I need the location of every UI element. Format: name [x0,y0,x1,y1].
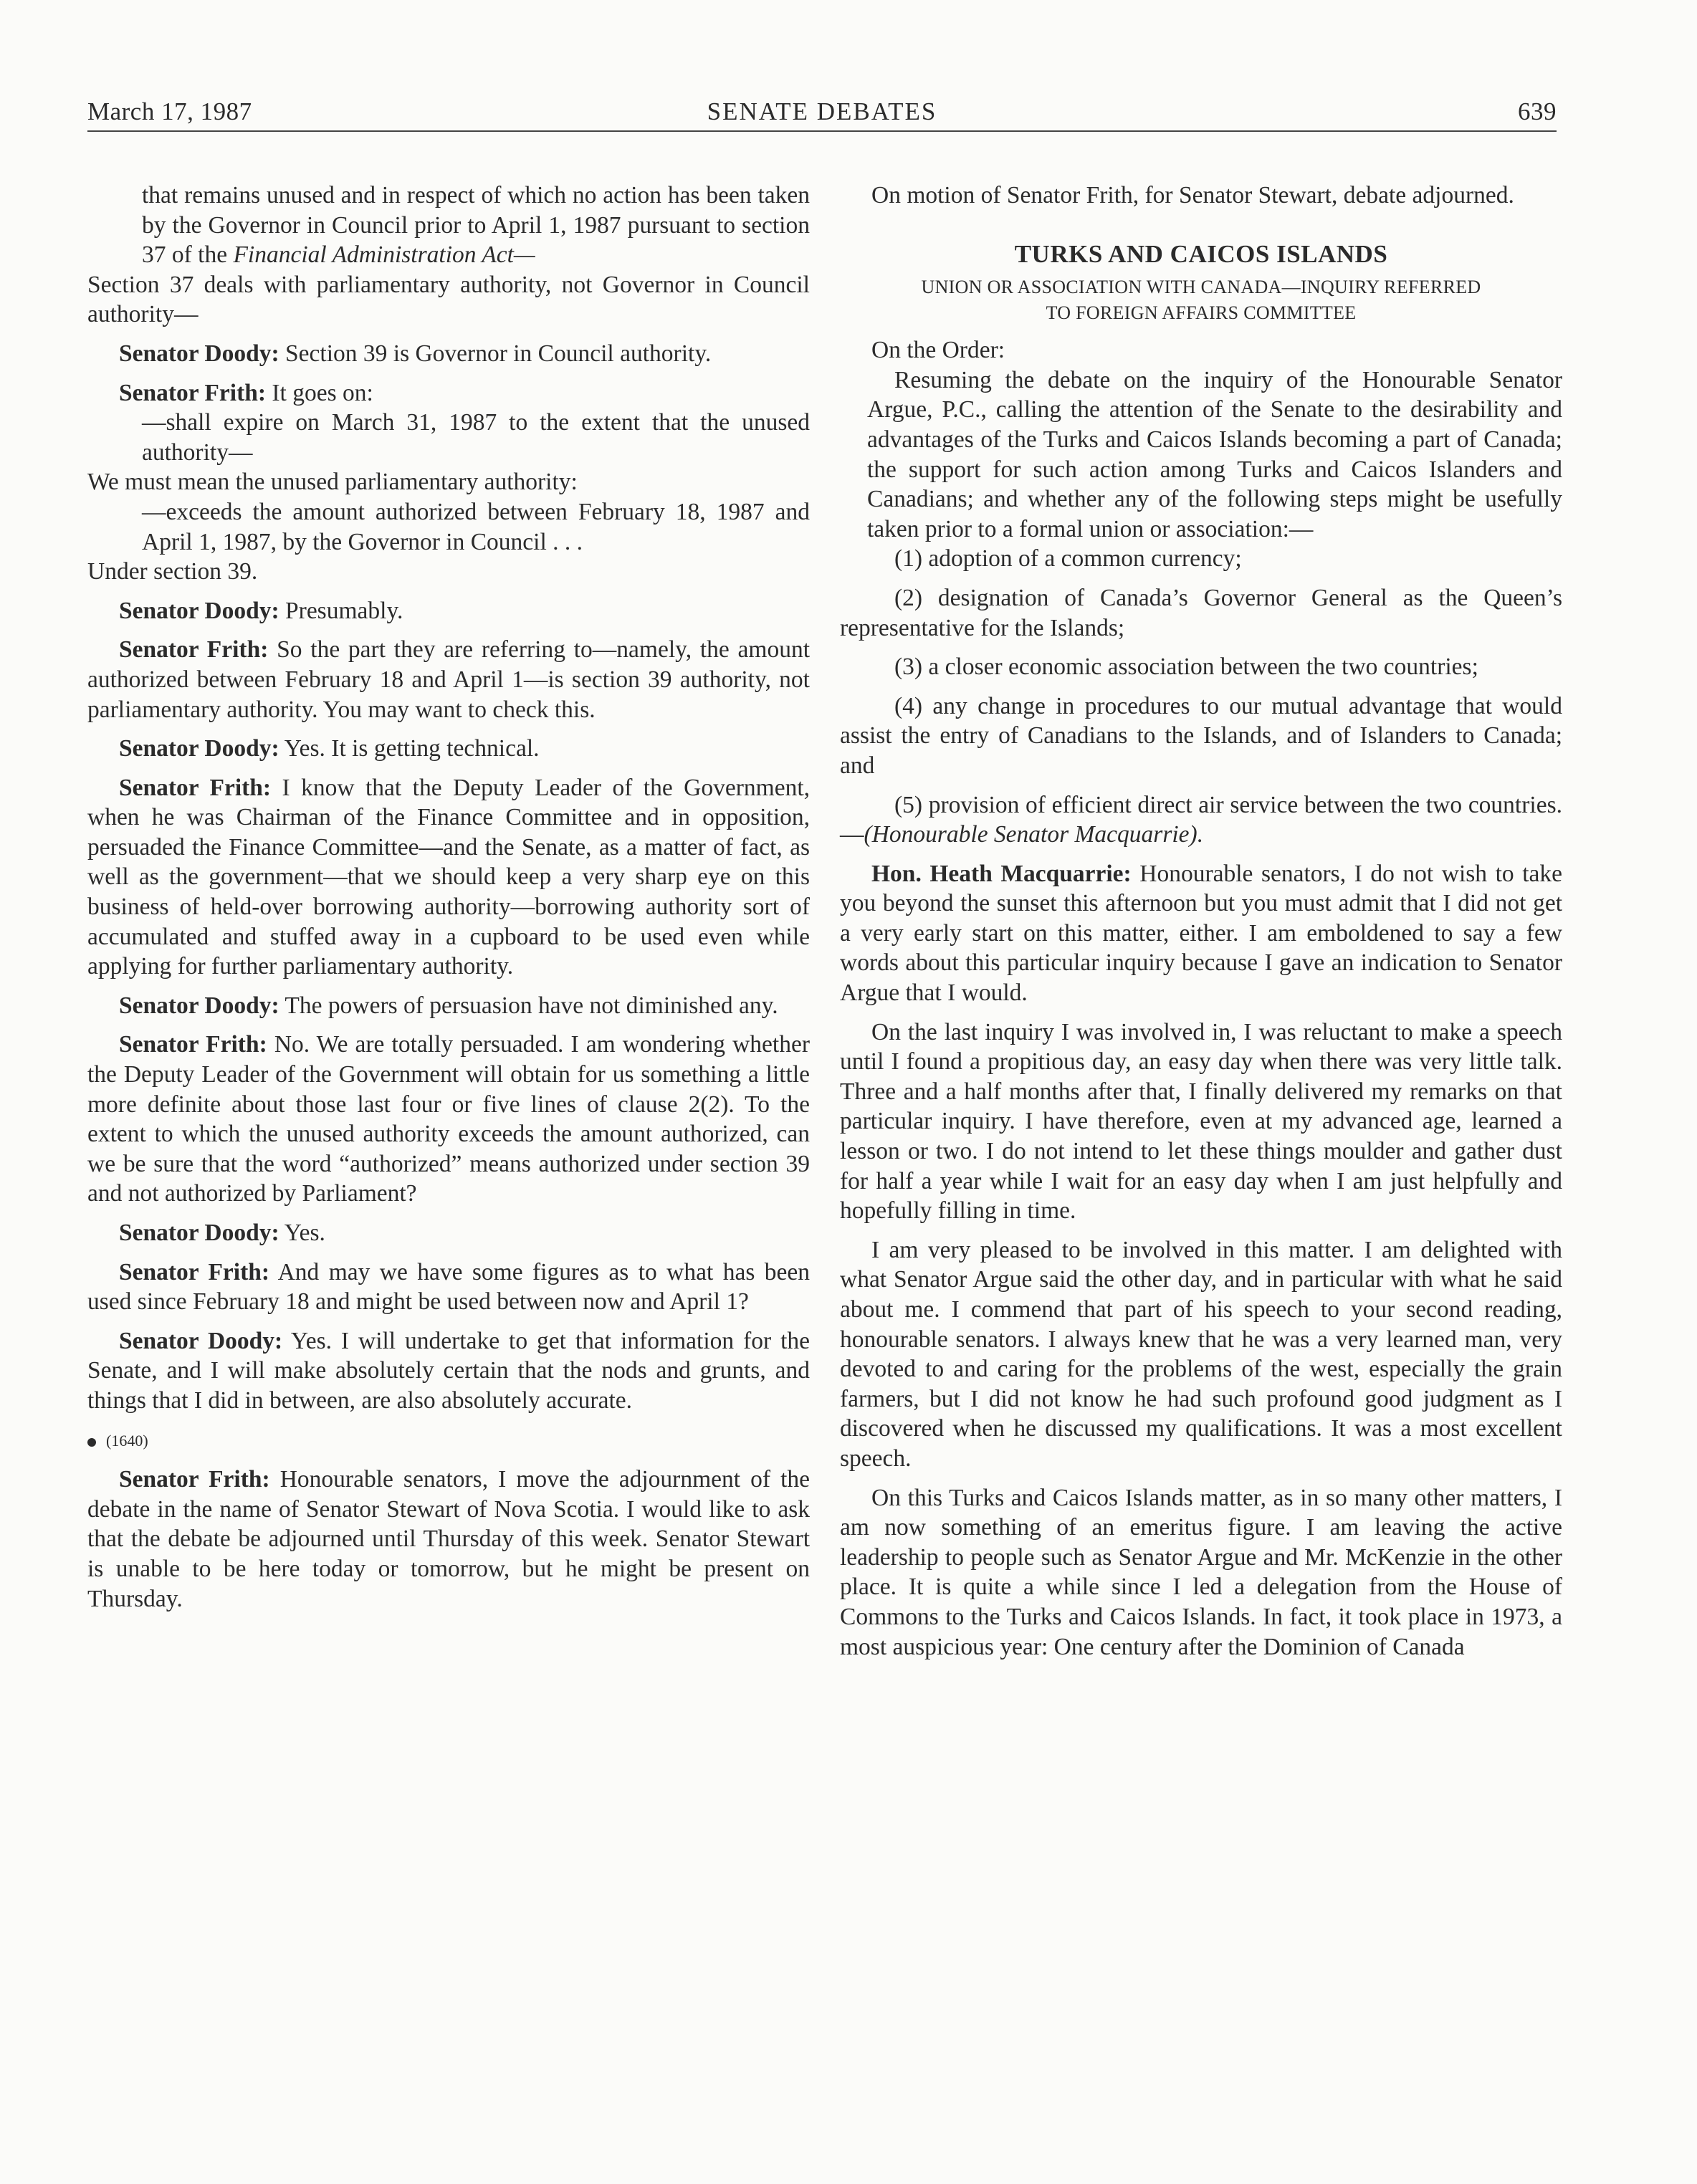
speech-text: Yes. It is getting technical. [279,735,540,762]
speaker: Senator Frith: [119,379,267,406]
right-column [840,181,1562,1662]
speech-text: Honourable senators, I do not wish to take you beyond the sunset this afternoon but you must admit that I did not get a very early start on this matter, either. I am emboldened to say a few words about this particular inquiry because I gave an indication to Senator Argue that I would. [840,860,1562,1007]
speech-text: Presumably. [279,597,403,624]
speech-text: And may we have some figures as to what has been used since February 18 and might be used between now and April 1? [87,1258,810,1316]
speech [87,378,810,408]
bullet-dot-icon [87,1438,96,1447]
inquiry-item: (1) adoption of a common currency; [894,545,1242,573]
inquiry-item-text: (5) provision of efficient direct air service between the two countries.— [840,791,1562,848]
section-subheading [840,274,1562,326]
inquiry-item: (2) designation of Canada’s Governor General as the Queen’s representative for the Islands; [840,584,1562,641]
speaker: Senator Frith: [119,774,272,801]
speech-text: I know that the Deputy Leader of the Government, when he was Chairman of the Finance Committee and in opposition, persuaded the Finance Committee—and the Senate, as a matter of fact, as well as the government—that we should keep a very sharp eye on this business of held-over borrowing authority—borrowing authority sort of accumulated and stuffed away in a cupboard to be used even while applying for further parliamentary authority. [87,774,810,980]
speech-text: Yes. [279,1220,325,1246]
paragraph: We must mean the unused parliamentary authority: [87,469,578,496]
left-column [87,181,810,1614]
act-title: Financial Administration Act— [233,241,535,269]
speech-text: Section 39 is Governor in Council authority. [279,340,712,367]
speaker: Senator Frith: [119,1258,270,1285]
speech-text: Yes. I will undertake to get that information for the Senate, and I will make absolutely certain that the nods and grunts, and things that I did in between, are also absolutely accurate. [87,1327,810,1414]
inquiry-item: (3) a closer economic association between the two countries; [894,653,1478,681]
speech-text: No. We are totally persuaded. I am wondering whether the Deputy Leader of the Government will obtain for us something a little more definite about those last four or five lines of clause 2(2). To the extent to which the unused authority exceeds the amount authorized, can we be sure that the word “authorized” means authorized under section 39 and not authorized by Parliament? [87,1031,810,1207]
speech [87,596,810,626]
running-head [87,92,1557,132]
paragraph: I am very pleased to be involved in this matter. I am delighted with what Senator Argue said the other day, and in particular with what he said about me. I commend that part of his speech to your second reading, honourable senators. I always knew that he was a very learned man, very devoted to and caring for the problems of the west, especially the grain farmers, but I did not know he had such profound good judgment as I discovered when he discussed my qualifications. It was a most excellent speech. [840,1236,1562,1472]
page-number: 639 [1518,97,1557,125]
speech [87,991,810,1021]
paragraph: Section 37 deals with parliamentary authority, not Governor in Council authority— [87,271,810,328]
speaker: Senator Doody: [119,340,279,367]
paragraph: Under section 39. [87,558,258,585]
paragraph: On motion of Senator Frith, for Senator Stewart, debate adjourned. [871,182,1514,209]
speech [87,1258,810,1317]
paragraph: On this Turks and Caicos Islands matter, as in so many other matters, I am now something of an emeritus figure. I am leaving the active leadership to people such as Senator Argue and Mr. McKenzie in the other place. It is quite a while since I led a delegation from the House of Commons to the Turks and Caicos Islands. In fact, it took place in 1973, a most auspicious year: One century after the Dominion of Canada [840,1484,1562,1660]
inquiry-text: Resuming the debate on the inquiry of the Honourable Senator Argue, P.C., calling the attention of the Senate to the desirability and advantages of the Turks and Caicos Islands becoming a part of Canada; the support for such action among Turks and Caicos Islanders and Canadians; and whether any of the following steps might be usefully taken prior to a formal union or association:— [867,366,1562,542]
speech-text: So the part they are referring to—namely, the amount authorized between February 18 and April 1—is section 39 authority, not parliamentary authority. You may want to check this. [87,636,810,723]
paragraph: On the last inquiry I was involved in, I was reluctant to make a speech until I found a propitious day, an easy day when there was very little talk. Three and a half months after that, I finally delivered my remarks on that particular inquiry. I have therefore, even at my advanced age, learned a lesson or two. I do not intend to let these things moulder and gather dust for half a year while I wait for an easy day when I am just helpfully and hopefully filling in time. [840,1018,1562,1225]
quoted-clause [87,181,810,270]
speech [840,859,1562,1008]
inquiry-attribution: (Honourable Senator Macquarrie). [864,821,1204,848]
quoted-clause: —shall expire on March 31, 1987 to the extent that the unused authority— [142,409,810,466]
order-line: On the Order: [871,337,1005,364]
speech [87,773,810,982]
speech [87,339,810,369]
quote-text: that remains unused and in respect of which no action has been taken by the Governor in Council prior to April 1, 1987 pursuant to section 37 of the [142,182,810,269]
subheading-line-1: UNION OR ASSOCIATION WITH CANADA—INQUIRY REFERRED [921,277,1481,298]
time-marker-text: (1640) [106,1431,148,1450]
speaker: Senator Frith: [119,636,269,664]
time-marker [87,1426,810,1456]
speech-text: The powers of persuasion have not diminished any. [279,992,778,1019]
speaker: Senator Doody: [119,597,279,624]
speech-text: Honourable senators, I move the adjournment of the debate in the name of Senator Stewart of Nova Scotia. I would like to ask that the debate be adjourned until Thursday of this week. Senator Stewart is unable to be here today or tomorrow, but he might be present on Thursday. [87,1466,810,1612]
running-head-date: March 17, 1987 [87,97,252,125]
speaker: Senator Doody: [119,735,279,762]
section-heading: TURKS AND CAICOS ISLANDS [1014,239,1388,268]
running-head-title: SENATE DEBATES [707,97,937,125]
speech [87,1465,810,1614]
subheading-line-2: TO FOREIGN AFFAIRS COMMITTEE [1046,302,1357,324]
speech [87,1326,810,1416]
speaker: Senator Doody: [119,992,279,1019]
speech-text: It goes on: [266,379,373,406]
speech [87,1030,810,1209]
inquiry-item: (4) any change in procedures to our mutual advantage that would assist the entry of Canadians to the Islands, and of Islanders to Canada; and [840,692,1562,779]
speaker: Senator Doody: [119,1220,279,1246]
speaker: Senator Frith: [119,1466,270,1493]
speaker: Hon. Heath Macquarrie: [871,860,1132,887]
speech [87,1218,810,1248]
speech [87,734,810,764]
quoted-clause: —exceeds the amount authorized between February 18, 1987 and April 1, 1987, by the Governor in Council . . . [142,498,810,555]
inquiry-item [840,790,1562,850]
speech [87,635,810,724]
speaker: Senator Doody: [119,1327,283,1354]
speaker: Senator Frith: [119,1031,267,1058]
